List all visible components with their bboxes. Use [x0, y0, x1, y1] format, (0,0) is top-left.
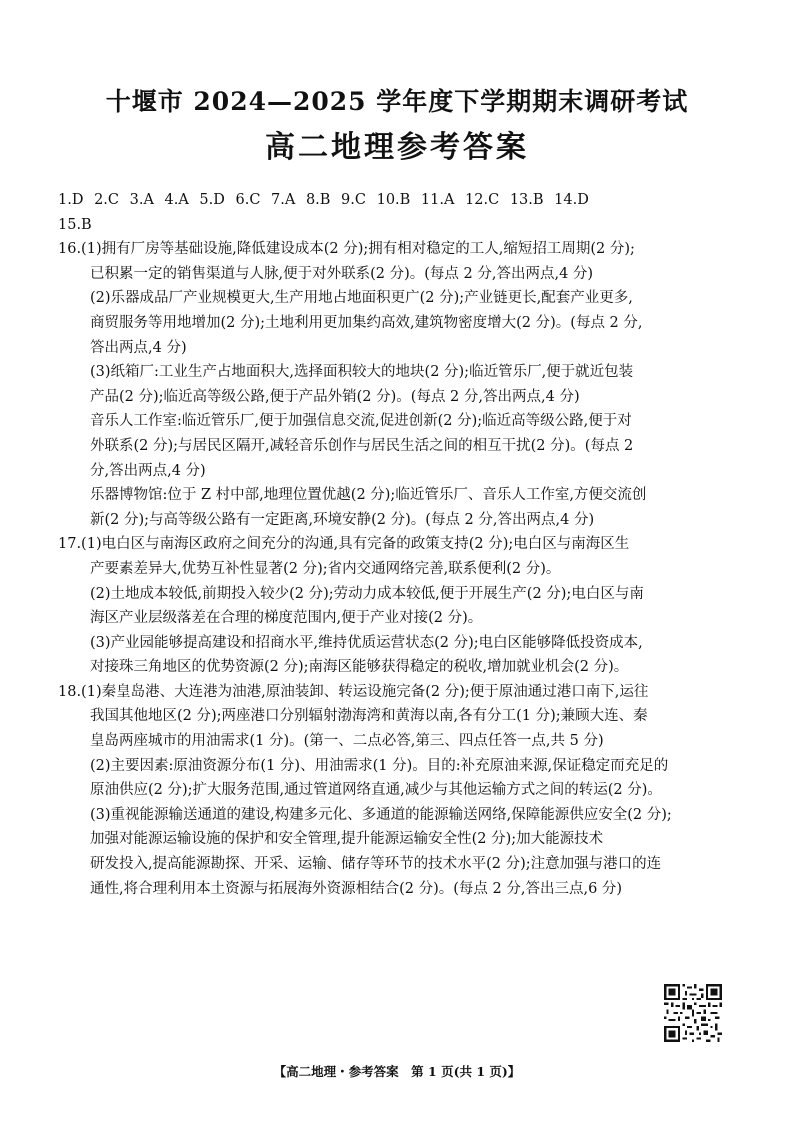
q16-line: 分,答出两点,4 分) — [90, 462, 206, 479]
q18-line: 通性,将合理利用本土资源与拓展海外资源相结合(2 分)。(每点 2 分,答出三点,6 分) — [90, 880, 623, 897]
q16-line: 外联系(2 分);与居民区隔开,减轻音乐创作与居民生活之间的相互干扰(2 分)。(每点 2 — [90, 437, 634, 454]
q18-line: (3)重视能源输送通道的建设,构建多元化、多通道的能源输送网络,保障能源供应安全(2 分); — [90, 806, 672, 823]
q16-line: (2)乐器成品厂产业规模更大,生产用地占地面积更广(2 分);产业链更长,配套产业更多, — [90, 290, 633, 307]
exam-title: 十堰市 2024—2025 学年度下学期期末调研考试 — [105, 87, 689, 116]
q18-line: 加强对能源运输设施的保护和安全管理,提升能源运输安全性(2 分);加大能源技术 — [90, 831, 604, 848]
choice-answers-row-1: 1.D 2.C 3.A 4.A 5.D 6.C 7.A 8.B 9.C 10.B 11.A 12.C 13.B 14.D — [58, 192, 589, 208]
q17-line: (3)产业园能够提高建设和招商水平,维持优质运营状态(2 分);电白区能够降低投资成本, — [90, 634, 643, 651]
q16-line: (3)纸箱厂:工业生产占地面积大,选择面积较大的地块(2 分);临近管乐厂,便于就近包装 — [90, 364, 634, 381]
q16-line: 答出两点,4 分) — [90, 339, 187, 356]
q17-line: 海区产业层级落差在合理的梯度范围内,便于产业对接(2 分)。 — [90, 610, 483, 627]
qr-code-icon — [664, 984, 722, 1042]
q17-line: 17.(1)电白区与南海区政府之间充分的沟通,具有完备的政策支持(2 分);电白区与南海区生 — [58, 536, 630, 553]
q16-line: 音乐人工作室:临近管乐厂,便于加强信息交流,促进创新(2 分);临近高等级公路,便于对 — [90, 413, 632, 430]
page-footer: 【高二地理・参考答案 第 1 页(共 1 页)】 — [273, 1064, 521, 1079]
q18-line: 研发投入,提高能源勘探、开采、运输、储存等环节的技术水平(2 分);注意加强与港口的连 — [90, 856, 662, 873]
q17-line: 产要素差异大,优势互补性显著(2 分);省内交通网络完善,联系便利(2 分)。 — [90, 560, 561, 577]
q18-line: 原油供应(2 分);扩大服务范围,通过管道网络直通,减少与其他运输方式之间的转运(2 分)。 — [90, 782, 662, 799]
q18-line: 我国其他地区(2 分);两座港口分别辐射渤海湾和黄海以南,各有分工(1 分);兼顾大连、秦 — [90, 708, 648, 725]
q16-line: 已积累一定的销售渠道与人脉,便于对外联系(2 分)。(每点 2 分,答出两点,4 分) — [90, 265, 594, 282]
q16-line: 商贸服务等用地增加(2 分);土地利用更加集约高效,建筑物密度增大(2 分)。(每点 2 分, — [90, 314, 643, 331]
q18-line: 皇岛两座城市的用油需求(1 分)。(第一、二点必答,第三、四点任答一点,共 5 分) — [90, 733, 604, 750]
page-title: 高二地理参考答案 — [265, 130, 529, 165]
answer-content — [58, 188, 708, 901]
q18-line: 18.(1)秦皇岛港、大连港为油港,原油装卸、转运设施完备(2 分);便于原油通过港口南下,运往 — [58, 683, 649, 700]
q16-line: 产品(2 分);临近高等级公路,便于产品外销(2 分)。(每点 2 分,答出两点,4 分) — [90, 388, 580, 405]
q16-line: 新(2 分);与高等级公路有一定距离,环境安静(2 分)。(每点 2 分,答出两点,4 分) — [90, 511, 595, 528]
q16-line: 16.(1)拥有厂房等基础设施,降低建设成本(2 分);拥有相对稳定的工人,缩短招工周期(2 分); — [58, 241, 635, 258]
q17-line: 对接珠三角地区的优势资源(2 分);南海区能够获得稳定的税收,增加就业机会(2 分)。 — [90, 659, 629, 676]
choice-answers-row-2: 15.B — [58, 216, 92, 233]
q18-line: (2)主要因素:原油资源分布(1 分)、用油需求(1 分)。目的:补充原油来源,保证稳定而充足的 — [90, 757, 669, 774]
q16-line: 乐器博物馆:位于 Z 村中部,地理位置优越(2 分);临近管乐厂、音乐人工作室,方便交流创 — [90, 487, 647, 504]
q17-line: (2)土地成本较低,前期投入较少(2 分);劳动力成本较低,便于开展生产(2 分);电白区与南 — [90, 585, 644, 602]
